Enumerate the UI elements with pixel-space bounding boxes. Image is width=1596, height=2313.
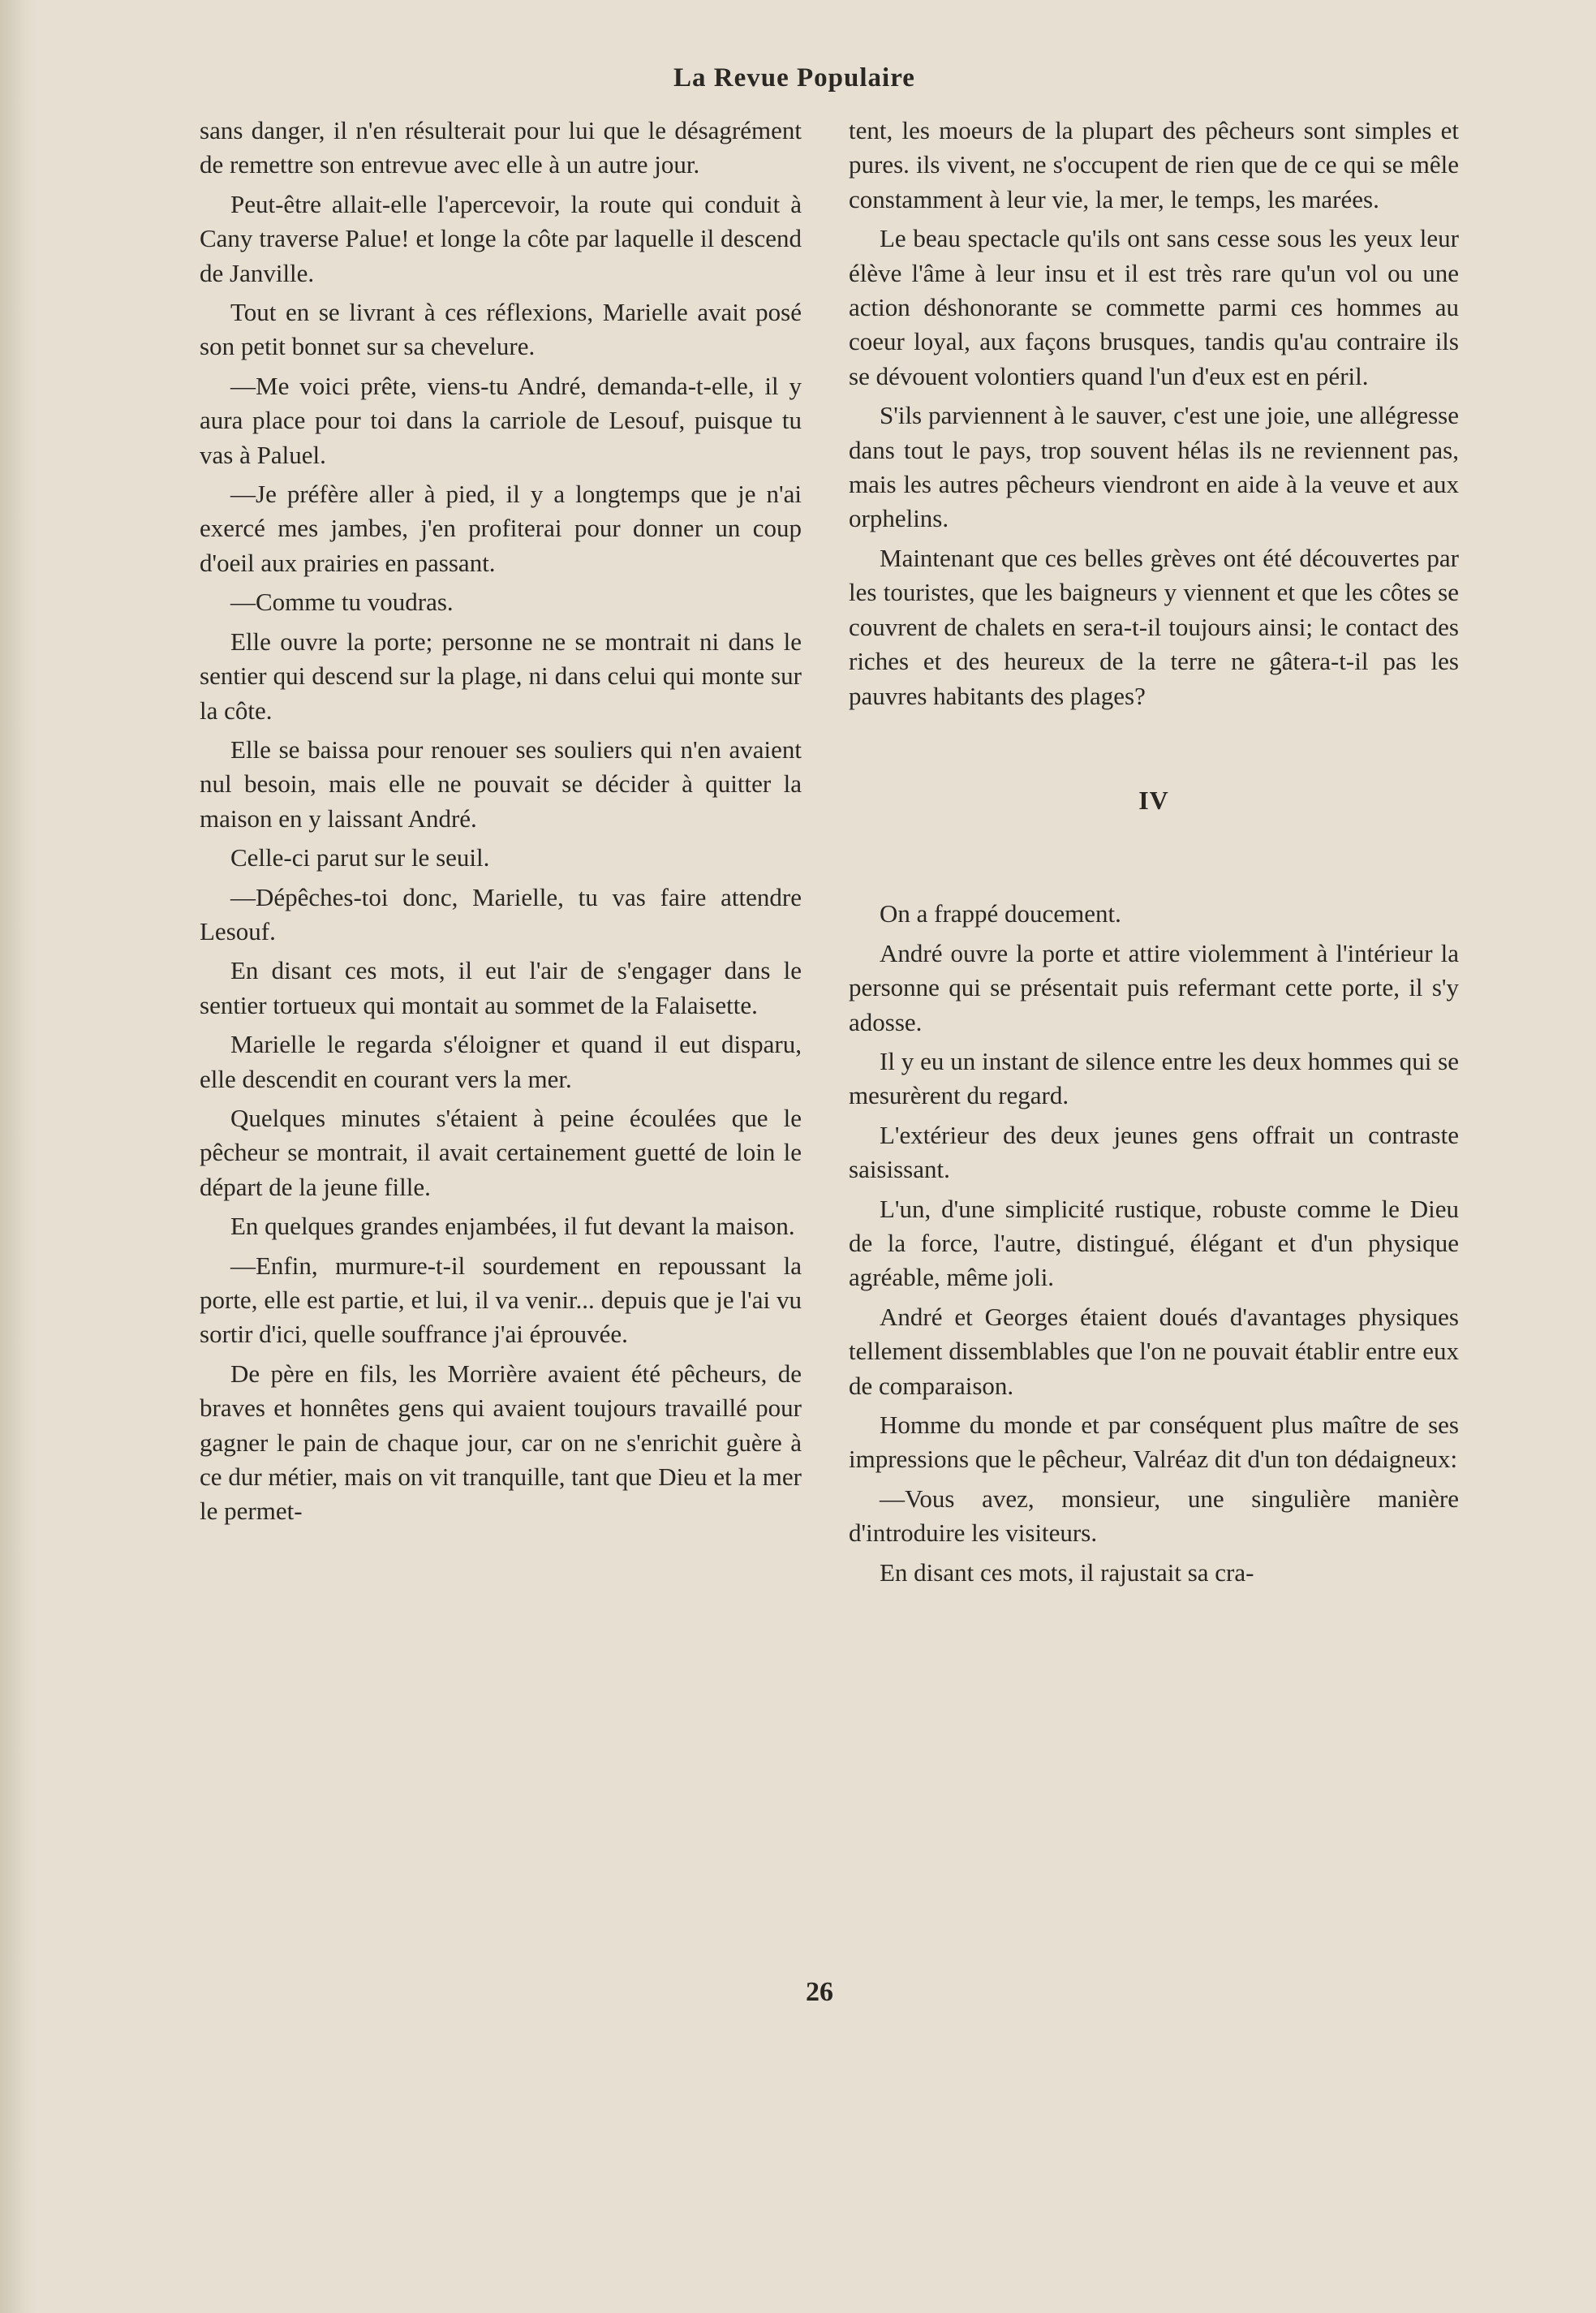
paragraph: —Je préfère aller à pied, il y a longtemps que je n'ai exercé mes jambes, j'en profiterai pour donner un coup d'oeil aux prairies en passant.: [200, 480, 802, 577]
paragraph: En quelques grandes enjambées, il fut devant la maison.: [230, 1212, 795, 1241]
paragraph: Homme du monde et par conséquent plus maître de ses impressions que le pêcheur, Valréaz dit d'un ton dédaigneux:: [849, 1411, 1459, 1474]
paragraph: L'un, d'une simplicité rustique, robuste comme le Dieu de la force, l'autre, distingué, élégant et d'un physique agréable, même joli.: [849, 1194, 1459, 1292]
paragraph: Elle se baissa pour renouer ses souliers qui n'en avaient nul besoin, mais elle ne pouvait se décider à quitter la maison en y laissant André.: [200, 734, 802, 833]
running-header: La Revue Populaire: [673, 63, 915, 93]
page-binding-shadow: [0, 0, 37, 2313]
paragraph: —Enfin, murmure-t-il sourdement en repoussant la porte, elle est partie, et lui, il va venir... depuis que je l'ai vu sortir d'ici, quelle souffrance j'ai éprouvée.: [200, 1251, 802, 1349]
paragraph: On a frappé doucement.: [880, 899, 1121, 928]
right-column: [849, 114, 1459, 1595]
paragraph: Le beau spectacle qu'ils ont sans cesse sous les yeux leur élève l'âme à leur insu et il est très rare qu'un vol ou une action déshonorante se commette parmi ces hommes au coeur loyal, aux façons brusques, tandis qu'au contraire ils se dévouent volontiers quand l'un d'eux est en péril.: [849, 224, 1459, 390]
paragraph: tent, les moeurs de la plupart des pêcheurs sont simples et pures. ils vivent, ne s'occupent de rien que de ce qui se mêle constamment à leur vie, la mer, le temps, les marées.: [849, 116, 1459, 213]
paragraph: André ouvre la porte et attire violemment à l'intérieur la personne qui se présentait puis refermant cette porte, il s'y adosse.: [849, 938, 1459, 1036]
paragraph: Celle-ci parut sur le seuil.: [230, 843, 490, 872]
left-column: [200, 114, 802, 1534]
paragraph: —Dépêches-toi donc, Marielle, tu vas faire attendre Lesouf.: [200, 882, 802, 945]
paragraph: —Vous avez, monsieur, une singulière manière d'introduire les visiteurs.: [849, 1484, 1459, 1548]
paragraph: En disant ces mots, il rajustait sa cra-: [880, 1557, 1254, 1587]
paragraph: Quelques minutes s'étaient à peine écoulées que le pêcheur se montrait, il avait certainement guetté de loin le départ de la jeune fille.: [200, 1103, 802, 1201]
paragraph: André et Georges étaient doués d'avantages physiques tellement dissemblables que l'on ne pouvait établir entre eux de comparaison.: [849, 1302, 1459, 1400]
paragraph: Peut-être allait-elle l'apercevoir, la route qui conduit à Cany traverse Palue! et longe la côte par laquelle il descend de Janville.: [200, 189, 802, 287]
paragraph: Il y eu un instant de silence entre les deux hommes qui se mesurèrent du regard.: [849, 1046, 1459, 1110]
paragraph: —Me voici prête, viens-tu André, demanda-t-elle, il y aura place pour toi dans la carriole de Lesouf, puisque tu vas à Paluel.: [200, 371, 802, 469]
paragraph: sans danger, il n'en résulterait pour lui que le désagrément de remettre son entrevue avec elle à un autre jour.: [200, 116, 802, 179]
paragraph: S'ils parviennent à le sauver, c'est une joie, une allégresse dans tout le pays, trop souvent hélas ils ne reviennent pas, mais les autres pêcheurs viendront en aide à la veuve et aux orphelins.: [849, 401, 1459, 533]
paragraph: De père en fils, les Morrière avaient été pêcheurs, de braves et honnêtes gens qui avaient toujours travaillé pour gagner le pain de chaque jour, car on ne s'enrichit guère à ce dur métier, mais on vit tranquille, tant que Dieu et la mer le permet-: [200, 1359, 802, 1526]
paragraph: Maintenant que ces belles grèves ont été découvertes par les touristes, que les baigneurs y viennent et que les côtes se couvrent de chalets en sera-t-il toujours ainsi; le contact des riches et des heureux de la terre ne gâtera-t-il pas les pauvres habitants des plages?: [849, 543, 1459, 710]
paragraph: Tout en se livrant à ces réflexions, Marielle avait posé son petit bonnet sur sa chevelure.: [200, 298, 802, 361]
paragraph: Marielle le regarda s'éloigner et quand il eut disparu, elle descendit en courant vers la mer.: [200, 1030, 802, 1093]
paragraph: L'extérieur des deux jeunes gens offrait un contraste saisissant.: [849, 1120, 1459, 1184]
page-number: 26: [806, 1977, 833, 2007]
paragraph: Elle ouvre la porte; personne ne se montrait ni dans le sentier qui descend sur la plage, ni dans celui qui monte sur la côte.: [200, 627, 802, 725]
chapter-heading: IV: [1138, 785, 1169, 815]
paragraph: —Comme tu voudras.: [230, 588, 454, 617]
paragraph: En disant ces mots, il eut l'air de s'engager dans le sentier tortueux qui montait au sommet de la Falaisette.: [200, 956, 802, 1019]
